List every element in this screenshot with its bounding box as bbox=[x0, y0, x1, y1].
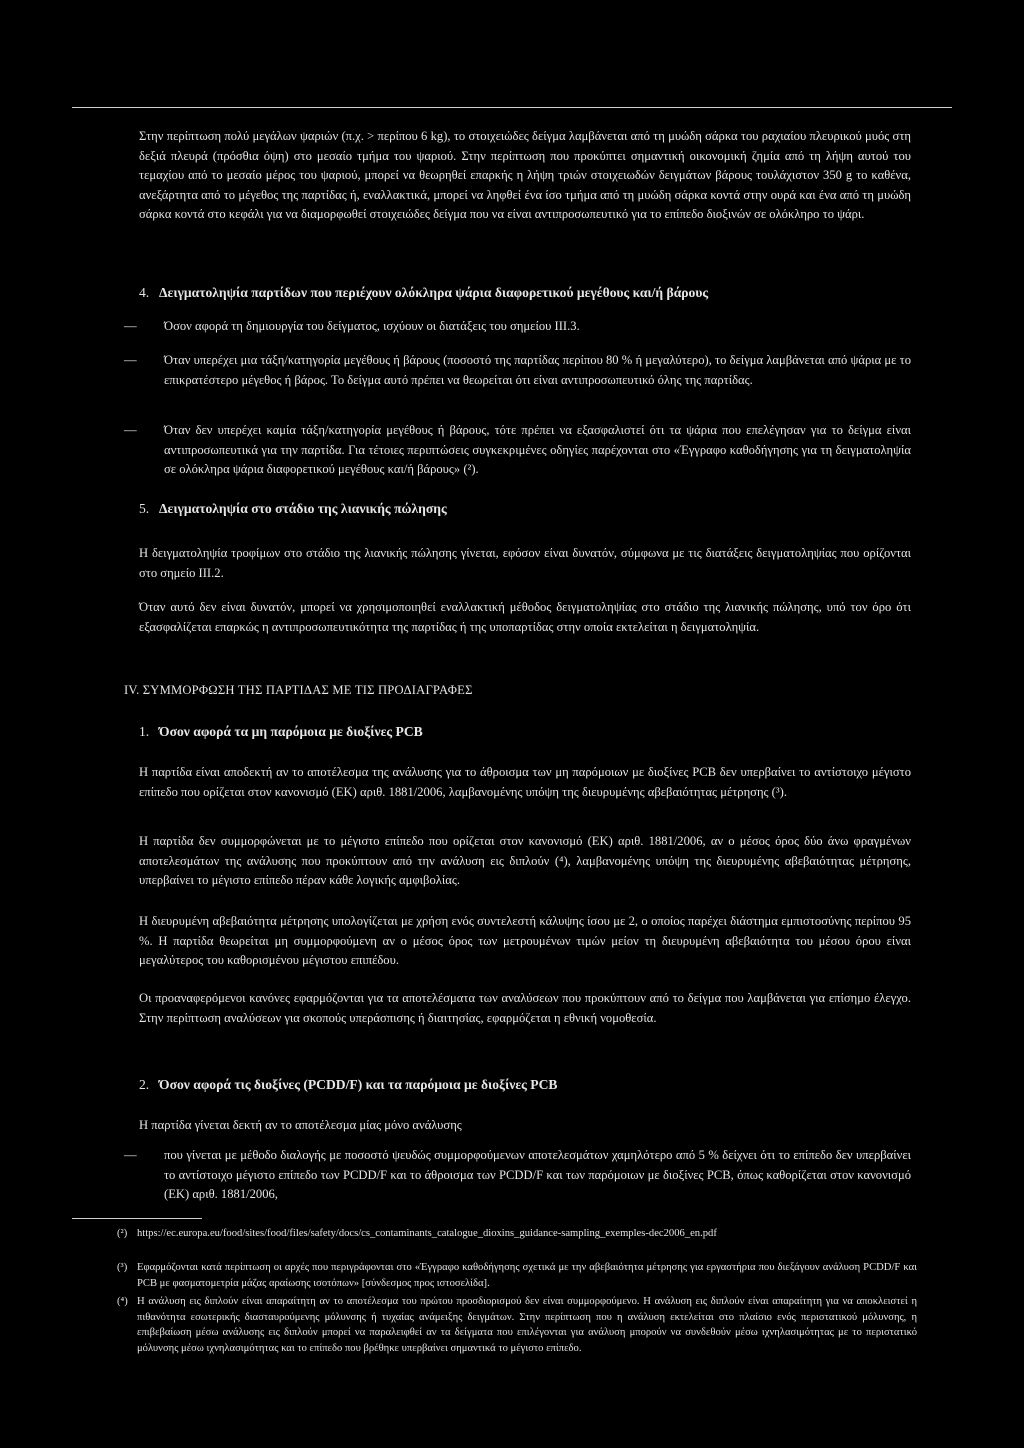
list-item: — Όταν δεν υπερέχει καμία τάξη/κατηγορία μεγέθους ή βάρους, τότε πρέπει να εξασφαλιστεί ότι τα ψάρια που επελέγησαν για το δείγμα είναι αντιπροσωπευτικά για την παρτίδα. Για τέτοιες περιπτώσεις συγκεκριμένες οδηγίες παρέχονται στο «Έγγραφο καθοδήγησης για τη δειγματοληψία σε ολόκληρα ψάρια διαφορετικού μεγέθους και/ή βάρους» (²). bbox=[124, 421, 911, 480]
paragraph-5b: Όταν αυτό δεν είναι δυνατόν, μπορεί να χρησιμοποιηθεί εναλλακτική μέθοδος δειγματοληψίας στο στάδιο της λιανικής πώλησης, υπό τον όρο ότι εξασφαλίζεται επαρκώς η αντιπροσωπευτικότητα της παρτίδας ή της υποπαρτίδας στην οποία εκτελείται η δειγματοληψία. bbox=[139, 600, 911, 634]
paragraph-iv1b: Η παρτίδα δεν συμμορφώνεται με το μέγιστο επίπεδο που ορίζεται στον κανονισμό (ΕΚ) αριθ. 1881/2006, αν ο μέσος όρος δύο άνω φραγμένων αποτελεσμάτων της ανάλυσης που προκύπτουν από την ανάλυση εις διπλούν (⁴), λαμβανομένης υπόψη της διευρυμένης αβεβαιότητας μέτρησης, υπερβαίνει το μέγιστο επίπεδο πέραν κάθε λογικής αμφιβολίας. bbox=[139, 834, 911, 887]
footnote-rule bbox=[72, 1218, 202, 1219]
heading-5 bbox=[139, 499, 447, 519]
footnote-3 bbox=[117, 1260, 917, 1291]
heading-4-number: 4. bbox=[139, 285, 150, 300]
heading-4-text: Δειγματοληψία παρτίδων που περιέχουν ολόκληρα ψάρια διαφορετικού μεγέθους και/ή βάρους bbox=[159, 285, 709, 300]
paragraph-iv2a: Η παρτίδα γίνεται δεκτή αν το αποτέλεσμα μίας μόνο ανάλυσης bbox=[139, 1118, 462, 1132]
footnote-3-text: Εφαρμόζονται κατά περίπτωση οι αρχές που περιγράφονται στο «Έγγραφο καθοδήγησης σχετικά με την αβεβαιότητα μέτρησης για εργαστήρια που διεξάγουν ανάλυση PCDD/F και PCB με φασματομετρία μάζας αραίωσης ισοτόπων» [σύνδεσμος προς ιστοσελίδα]. bbox=[137, 1262, 917, 1289]
list-item: — Όταν υπερέχει μια τάξη/κατηγορία μεγέθους ή βάρους (ποσοστό της παρτίδας περίπου 80 % ή μεγαλύτερο), το δείγμα λαμβάνεται από ψάρια με το επικρατέστερο μέγεθος ή βάρος. Το δείγμα αυτό πρέπει να θεωρείται ότι είναι αντιπροσωπευτικό όλης της παρτίδας. bbox=[124, 351, 911, 390]
footnote-4 bbox=[117, 1294, 917, 1356]
section-iv-title: IV. ΣΥΜΜΟΡΦΩΣΗ ΤΗΣ ΠΑΡΤΙΔΑΣ ΜΕ ΤΙΣ ΠΡΟΔΙΑΓΡΑΦΕΣ bbox=[124, 683, 473, 697]
list-item: — που γίνεται με μέθοδο διαλογής με ποσοστό ψευδώς συμμορφούμενων αποτελεσμάτων χαμηλότερο από 5 % δείχνει ότι το επίπεδο δεν υπερβαίνει το αντίστοιχο μέγιστο επίπεδο των PCDD/F και το άθροισμα των PCDD/F και των παρόμοιων με διοξίνες PCB, όπως καθορίζεται στον κανονισμό (ΕΚ) αριθ. 1881/2006, bbox=[124, 1146, 911, 1205]
footnote-4-text: Η ανάλυση εις διπλούν είναι απαραίτητη αν το αποτέλεσμα του πρώτου προσδιορισμού δεν είναι συμμορφούμενο. Η ανάλυση εις διπλούν είναι απαραίτητη για να αποκλειστεί η πιθανότητα εσωτερικής διασταυρούμενης μόλυνσης ή τυχαίας ανάμειξης δειγμάτων. Στην περίπτωση που η ανάλυση εκτελείται στο πλαίσιο ενός περιστατικού μόλυνσης, η επιβεβαίωση μέσω ανάλυσης εις διπλούν μπορεί να παραλειφθεί αν τα δείγματα που επιλέγονται για ανάλυση μπορούν να συνδεθούν μέσω ιχνηλασιμότητας με το περιστατικό μόλυνσης μέσω ιχνηλασιμότητας και το επίπεδο που βρέθηκε υπερβαίνει σημαντικά το μέγιστο επίπεδο. bbox=[137, 1296, 917, 1354]
heading-iv-1 bbox=[139, 722, 423, 742]
footnote-2-link[interactable]: https://ec.europa.eu/food/sites/food/files/safety/docs/cs_contaminants_catalogue_dioxins_guidance-sampling_exemples-dec2006_en.pdf bbox=[137, 1228, 717, 1239]
heading-iv-2-text: Όσον αφορά τις διοξίνες (PCDD/F) και τα παρόμοια με διοξίνες PCB bbox=[159, 1077, 558, 1092]
heading-5-text: Δειγματοληψία στο στάδιο της λιανικής πώλησης bbox=[159, 501, 447, 516]
heading-iv-2-number: 2. bbox=[139, 1077, 150, 1092]
footnote-2-mark: (²) bbox=[117, 1228, 128, 1239]
paragraph-iv1c: Η διευρυμένη αβεβαιότητα μέτρησης υπολογίζεται με χρήση ενός συντελεστή κάλυψης ίσου με 2, ο οποίος παρέχει διάστημα εμπιστοσύνης περίπου 95 %. Η παρτίδα θεωρείται μη συμμορφούμενη αν ο μέσος όρος των μετρουμένων τιμών μείον τη διευρυμένη αβεβαιότητα του μέσου όρου είναι μεγαλύτερος του καθορισμένου μέγιστου επιπέδου. bbox=[139, 914, 911, 967]
heading-iv-2 bbox=[139, 1075, 558, 1095]
dash-item-2-text: Όταν υπερέχει μια τάξη/κατηγορία μεγέθους ή βάρους (ποσοστό της παρτίδας περίπου 80 % ή μεγαλύτερο), το δείγμα λαμβάνεται από ψάρια με το επικρατέστερο μέγεθος ή βάρος. Το δείγμα αυτό πρέπει να θεωρείται ότι είναι αντιπροσωπευτικό όλης της παρτίδας. bbox=[164, 353, 911, 387]
footnote-2 bbox=[117, 1226, 917, 1242]
heading-4 bbox=[139, 283, 708, 303]
dash-item-4-text: που γίνεται με μέθοδο διαλογής με ποσοστό ψευδώς συμμορφούμενων αποτελεσμάτων χαμηλότερο από 5 % δείχνει ότι το επίπεδο δεν υπερβαίνει το αντίστοιχο μέγιστο επίπεδο των PCDD/F και το άθροισμα των PCDD/F και των παρόμοιων με διοξίνες PCB, όπως καθορίζεται στον κανονισμό (ΕΚ) αριθ. 1881/2006, bbox=[164, 1148, 911, 1201]
intro-paragraph: Στην περίπτωση πολύ μεγάλων ψαριών (π.χ. > περίπου 6 kg), το στοιχειώδες δείγμα λαμβάνεται από τη μυώδη σάρκα του ραχιαίου πλευρικού μυός στη δεξιά πλευρά (πρόσθια όψη) στο μεσαίο τμήμα του ψαριού. Στην περίπτωση που προκύπτει σημαντική οικονομική ζημία από τη λήψη αυτού του τεμαχίου από το μεσαίο μέρος του ψαριού, μπορεί να θεωρηθεί επαρκής η λήψη τριών στοιχειωδών δειγμάτων βάρους τουλάχιστον 350 g το καθένα, ανεξάρτητα από το μέγεθος της παρτίδας ή, εναλλακτικά, μπορεί να ληφθεί ένα ίσο τμήμα από τη μυώδη σάρκα κοντά στην ουρά και ένα από τη μυώδη σάρκα κοντά στο κεφάλι για να διαμορφωθεί στοιχειώδες δείγμα που να είναι αντιπροσωπευτικό για το επίπεδο διοξινών σε ολόκληρο το ψάρι. bbox=[139, 129, 911, 221]
heading-5-number: 5. bbox=[139, 501, 150, 516]
heading-iv-1-text: Όσον αφορά τα μη παρόμοια με διοξίνες PCB bbox=[159, 724, 423, 739]
footnote-4-mark: (⁴) bbox=[117, 1296, 128, 1307]
list-item: — Όσον αφορά τη δημιουργία του δείγματος, ισχύουν οι διατάξεις του σημείου III.3. bbox=[124, 317, 911, 337]
dash-item-3-text: Όταν δεν υπερέχει καμία τάξη/κατηγορία μεγέθους ή βάρους, τότε πρέπει να εξασφαλιστεί ότι τα ψάρια που επελέγησαν για το δείγμα είναι αντιπροσωπευτικά για την παρτίδα. Για τέτοιες περιπτώσεις συγκεκριμένες οδηγίες παρέχονται στο «Έγγραφο καθοδήγησης για τη δειγματοληψία σε ολόκληρα ψάρια διαφορετικού μεγέθους και/ή βάρους» (²). bbox=[164, 423, 911, 476]
footnote-3-mark: (³) bbox=[117, 1262, 128, 1273]
paragraph-5a: Η δειγματοληψία τροφίμων στο στάδιο της λιανικής πώλησης γίνεται, εφόσον είναι δυνατόν, σύμφωνα με τις διατάξεις δειγματοληψίας που ορίζονται στο σημείο III.2. bbox=[139, 546, 911, 580]
header-rule bbox=[72, 107, 952, 108]
paragraph-iv1d: Οι προαναφερόμενοι κανόνες εφαρμόζονται για τα αποτελέσματα των αναλύσεων που προκύπτουν από το δείγμα που λαμβάνεται για επίσημο έλεγχο. Στην περίπτωση αναλύσεων για σκοπούς υπεράσπισης ή διαιτησίας, εφαρμόζεται η εθνική νομοθεσία. bbox=[139, 991, 911, 1025]
dash-item-1-text: Όσον αφορά τη δημιουργία του δείγματος, ισχύουν οι διατάξεις του σημείου III.3. bbox=[164, 319, 580, 333]
paragraph-iv1a: Η παρτίδα είναι αποδεκτή αν το αποτέλεσμα της ανάλυσης για το άθροισμα των μη παρόμοιων με διοξίνες PCB δεν υπερβαίνει το αντίστοιχο μέγιστο επίπεδο που ορίζεται στον κανονισμό (ΕΚ) αριθ. 1881/2006, λαμβανομένης υπόψη της διευρυμένης αβεβαιότητας μέτρησης (³). bbox=[139, 765, 911, 799]
heading-iv-1-number: 1. bbox=[139, 724, 150, 739]
